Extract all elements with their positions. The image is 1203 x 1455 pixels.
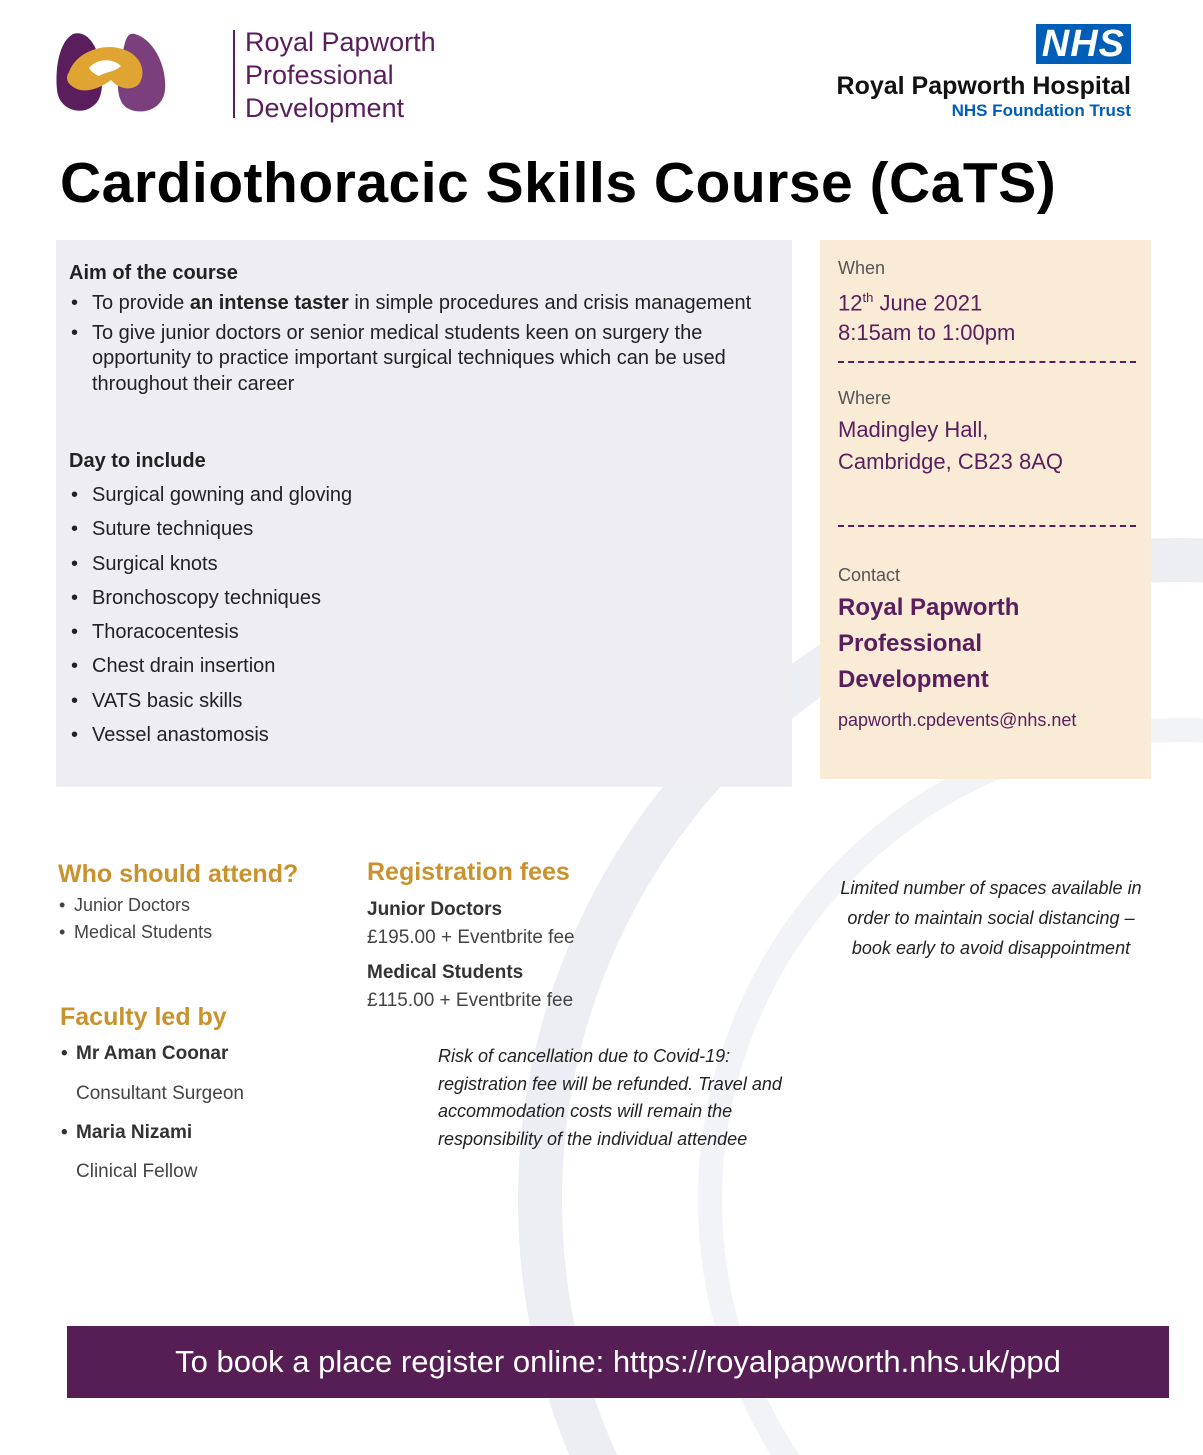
- contact-email-link[interactable]: papworth.cpdevents@nhs.net: [838, 710, 1077, 730]
- trust-name: NHS Foundation Trust: [951, 101, 1131, 120]
- nhs-badge: NHS: [1036, 24, 1131, 64]
- date-suffix: th: [862, 290, 874, 305]
- aim-item-text: in simple procedures and crisis management: [348, 292, 752, 314]
- booking-link[interactable]: To book a place register online: https://royalpapworth.nhs.uk/ppd: [175, 1344, 1061, 1379]
- fee-price: £195.00 + Eventbrite fee: [367, 927, 575, 948]
- event-time: 8:15am to 1:00pm: [838, 320, 1016, 345]
- aim-item-text: To provide: [92, 292, 190, 314]
- where-label: Where: [838, 388, 892, 408]
- list-item: • Medical Students: [58, 919, 212, 946]
- info-panel: [820, 240, 1151, 779]
- date-day: 12: [838, 290, 863, 316]
- covid-risk-note: Risk of cancellation due to Covid-19: registration fee will be refunded. Travel and accommodation costs will remain the responsibility of the individual attendee: [438, 1046, 782, 1149]
- fees-heading: Registration fees: [367, 858, 570, 886]
- aim-item-emphasis: an intense taster: [189, 292, 349, 314]
- limited-spaces-note: Limited number of spaces available in order to maintain social distancing – book early to avoid disappointment: [840, 878, 1142, 958]
- ppd-logo-line: Professional: [245, 60, 394, 90]
- contact-name-line: Development: [838, 666, 989, 693]
- venue-line: Cambridge, CB23 8AQ: [838, 449, 1063, 474]
- day-list: [69, 478, 759, 752]
- contact-name: [838, 590, 1019, 698]
- aim-list: [69, 291, 759, 401]
- logo-divider: [233, 30, 235, 118]
- list-item: • VATS basic skills: [69, 684, 759, 718]
- venue-line: Madingley Hall,: [838, 417, 989, 442]
- list-item: • Vessel anastomosis: [69, 718, 759, 752]
- ppd-logo-line: Development: [245, 93, 405, 123]
- contact-name-line: Professional: [838, 630, 983, 657]
- fee-category: Junior Doctors: [367, 899, 503, 920]
- list-item: [69, 291, 759, 317]
- faculty-role: Consultant Surgeon: [76, 1083, 244, 1104]
- list-item: • Junior Doctors: [58, 892, 212, 919]
- ppd-logo-text: [245, 26, 436, 125]
- fee-group: [367, 896, 575, 952]
- booking-banner: [67, 1326, 1169, 1398]
- divider: [838, 525, 1136, 527]
- event-date: [838, 282, 982, 319]
- day-heading: Day to include: [69, 450, 206, 472]
- fee-group: [367, 959, 573, 1015]
- contact-label: Contact: [838, 565, 901, 585]
- who-list: [58, 892, 212, 946]
- faculty-role: Clinical Fellow: [76, 1161, 198, 1182]
- list-item: • Bronchoscopy techniques: [69, 581, 759, 615]
- aim-panel: [56, 240, 792, 787]
- ppd-logo: [55, 26, 436, 123]
- hospital-name: Royal Papworth Hospital: [836, 72, 1131, 100]
- list-item: • Suture techniques: [69, 512, 759, 546]
- divider: [838, 361, 1136, 363]
- page-title: Cardiothoracic Skills Course (CaTS): [60, 151, 1057, 215]
- faculty-heading: Faculty led by: [60, 1003, 227, 1031]
- faculty-list: [60, 1040, 244, 1186]
- faculty-name: • Maria Nizami: [60, 1119, 244, 1147]
- ppd-logo-line: Royal Papworth: [245, 27, 436, 57]
- list-item: • To give junior doctors or senior medical students keen on surgery the opportunity to practice important surgical techniques which can be used throughout their career: [69, 321, 759, 398]
- nhs-logo-block: [837, 24, 1131, 122]
- lung-logo-icon: [55, 28, 167, 118]
- who-heading: Who should attend?: [58, 860, 299, 888]
- date-rest: June 2021: [873, 290, 983, 316]
- when-label: When: [838, 258, 886, 278]
- aim-heading: Aim of the course: [69, 262, 238, 284]
- list-item: • Surgical knots: [69, 547, 759, 581]
- fee-category: Medical Students: [367, 962, 524, 983]
- list-item: • Thoracocentesis: [69, 615, 759, 649]
- list-item: • Chest drain insertion: [69, 649, 759, 683]
- contact-name-line: Royal Papworth: [838, 594, 1020, 621]
- faculty-name: • Mr Aman Coonar: [60, 1040, 244, 1068]
- list-item: • Surgical gowning and gloving: [69, 478, 759, 512]
- fee-price: £115.00 + Eventbrite fee: [367, 990, 574, 1011]
